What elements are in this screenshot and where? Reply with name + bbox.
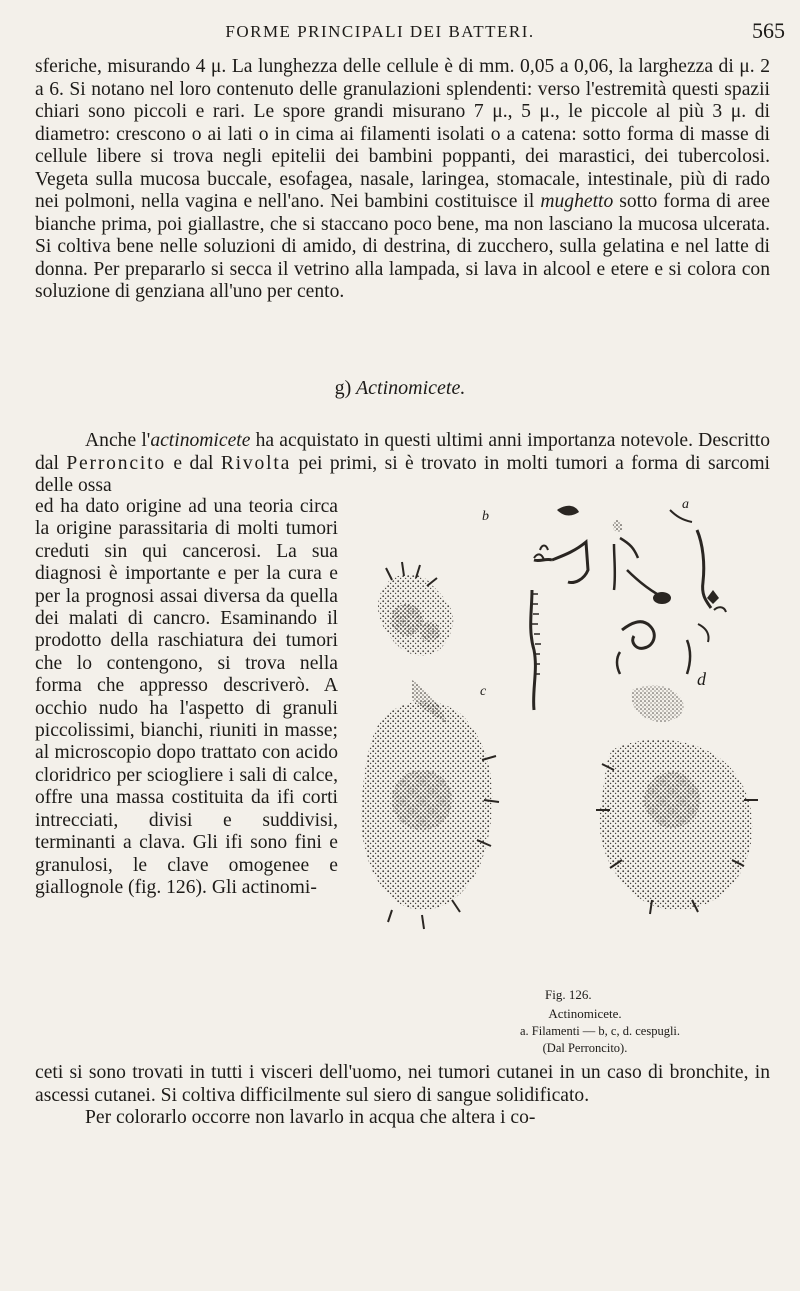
paragraph-actinomicete-intro xyxy=(35,430,770,498)
section-letter: g) xyxy=(334,377,352,399)
figure-legend: a. Filamenti — b, c, d. cespugli. xyxy=(519,1024,681,1038)
text-run: e dal xyxy=(173,452,214,474)
author-rivolta: Rivolta xyxy=(220,452,292,474)
figure-number: Fig. 126. xyxy=(545,987,592,1002)
label-c: c xyxy=(480,684,487,699)
figure-126 xyxy=(352,500,772,1040)
page-number: 565 xyxy=(752,18,785,43)
term-mughetto: mughetto xyxy=(540,191,614,212)
section-title: Actinomicete. xyxy=(355,377,466,399)
text-run: Per colorarlo occorre non lavarlo in acqua che altera i co- xyxy=(85,1107,536,1128)
label-d: d xyxy=(697,669,706,689)
figure-source: (Dal Perroncito). xyxy=(542,1041,628,1055)
author-perroncito: Perroncito xyxy=(66,452,166,474)
paragraph-text: sotto forma di aree bianche prima, poi giallastre, che si staccano poco bene, ma non lasciano la mucosa ulcerata. Si coltiva bene nelle soluzioni di amido, di destrina, di zucchero, sulla gelatina e nel latte di donna. Per prepararlo si secca il vetrino alla lampada, si lava in alcool e etere e si colora con soluzione di genziana all'uno per cento. xyxy=(35,191,770,302)
section-heading xyxy=(0,377,800,400)
paragraph-column-beside-figure: ed ha dato origine ad una teoria circa la origine parassitaria di molti tumori creduti sin qui cancerosi. La sua diagnosi è importante e per la cura e per la prognosi assai diversa da quella dei malati di cancro. Esaminando il prodotto della raschiatura dei tumori che lo contengono, si trova nella forma che appresso descriverò. A occhio nudo ha l'aspetto di granuli piccolissimi, bianchi, riuniti in masse; al microscopio dopo trattato con acido cloridrico per sciogliere i sali di calce, offre una massa costituita da ifi corti intrecciati, divisi e suddivisi, terminanti a clava. Gli ifi sono fini e granulosi, le clave omogenee e giallognole (fig. 126). Gli actinomi- xyxy=(35,496,338,898)
text-run: pei primi, si è trovato in molti tumori a forma di sarcomi delle ossa xyxy=(35,452,770,496)
paragraph-actinomicete-end xyxy=(35,1062,770,1130)
text-run: Anche l' xyxy=(85,430,151,451)
text-run: ceti si sono trovati in tutti i visceri dell'uomo, nei tumori cutanei in un caso di bronchite, in ascessi cutanei. Si coltiva difficilmente sul siero di sangue solidificato. xyxy=(35,1062,770,1106)
label-b: b xyxy=(482,509,489,524)
actinomycete-illustration xyxy=(352,500,772,990)
running-head: FORME PRINCIPALI DEI BATTERI. xyxy=(225,22,535,41)
cluster-b xyxy=(378,562,453,656)
figure-title: Actinomicete. xyxy=(548,1006,622,1021)
text-run: ha acquistato in questi ultimi anni importanza notevole. Descritto dal xyxy=(35,430,771,474)
cluster-c xyxy=(361,680,499,929)
paragraph-candida xyxy=(35,56,770,304)
label-a: a xyxy=(682,500,689,512)
cluster-d xyxy=(596,685,758,914)
term-actinomicete: actinomicete xyxy=(150,430,251,451)
paragraph-text: sferiche, misurando 4 μ. La lunghezza delle cellule è di mm. 0,05 a 0,06, la larghezza di μ. 2 a 6. Si notano nel loro contenuto delle granulazioni splendenti: verso l'estremità questi spazii chiari sono piccoli e rari. Le spore grandi misurano 7 μ., 5 μ., le piccole al più 3 μ. di diametro: crescono o ai lati o in cima ai filamenti isolati o a catena: sotto forma di masse di cellule libere si trova negli epitelii dei bambini poppanti, dei marastici, dei tubercolosi. Vegeta sulla mucosa buccale, esofagea, nasale, laringea, stomacale, intestinale, più di rado nei polmoni, nella vagina e nell'ano. Nei bambini costituisce il xyxy=(35,56,770,212)
